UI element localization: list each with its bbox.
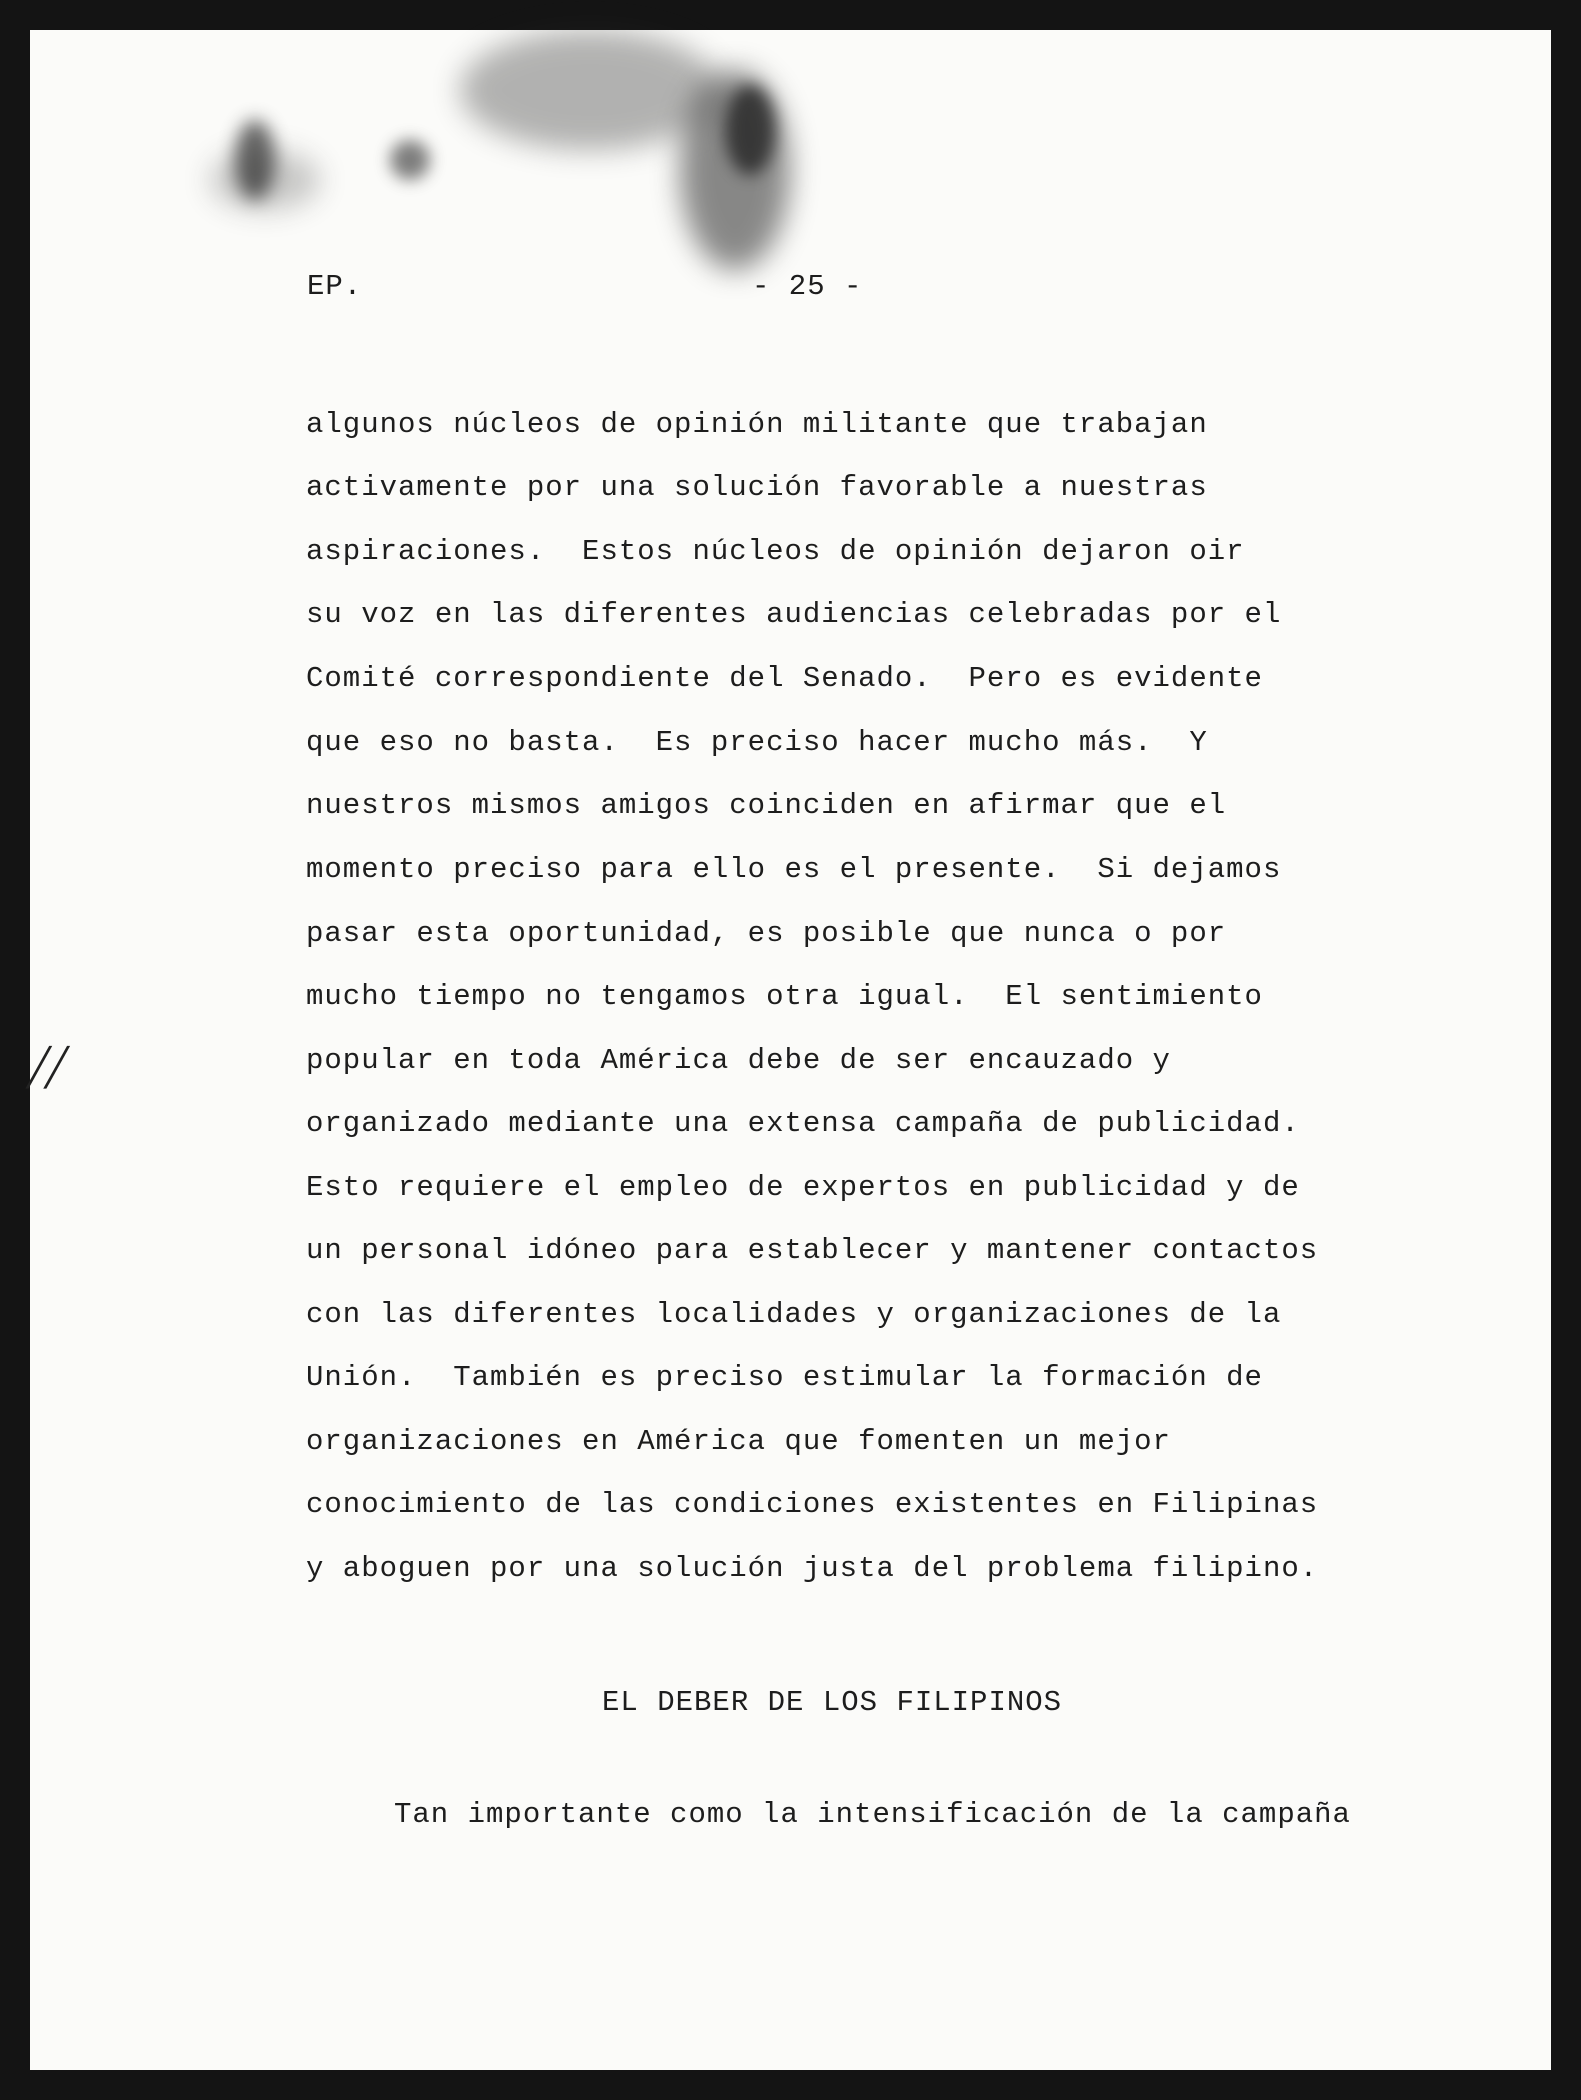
body-line: su voz en las diferentes audiencias celebradas por el — [306, 598, 1282, 631]
margin-mark: // — [22, 1031, 74, 1102]
page-number: - 25 - — [752, 270, 863, 303]
body-line: organizaciones en América que fomenten un mejor — [306, 1425, 1171, 1458]
body-line: aspiraciones. Estos núcleos de opinión dejaron oir — [306, 535, 1245, 568]
body-line: Esto requiere el empleo de expertos en publicidad y de — [306, 1171, 1300, 1204]
body-line: organizado mediante una extensa campaña de publicidad. — [306, 1107, 1300, 1140]
body-line: conocimiento de las condiciones existentes en Filipinas — [306, 1488, 1319, 1521]
body-line: algunos núcleos de opinión militante que trabajan — [306, 408, 1208, 441]
header-code: EP. — [307, 270, 363, 303]
body-line: que eso no basta. Es preciso hacer mucho más. Y — [306, 726, 1208, 759]
body-line: activamente por una solución favorable a nuestras — [306, 471, 1208, 504]
body-line: y aboguen por una solución justa del problema filipino. — [306, 1552, 1319, 1585]
body-line: Unión. También es preciso estimular la formación de — [306, 1361, 1263, 1394]
section-title: EL DEBER DE LOS FILIPINOS — [602, 1686, 1063, 1719]
body-line: un personal idóneo para establecer y mantener contactos — [306, 1234, 1319, 1267]
document-page — [22, 30, 1551, 2070]
ink-stain — [390, 140, 430, 180]
ink-stain — [210, 150, 320, 210]
ink-stain — [460, 30, 720, 150]
body-line: mucho tiempo no tengamos otra igual. El sentimiento — [306, 980, 1263, 1013]
body-line: con las diferentes localidades y organizaciones de la — [306, 1298, 1282, 1331]
body-line: pasar esta oportunidad, es posible que nunca o por — [306, 917, 1227, 950]
body-line: nuestros mismos amigos coinciden en afirmar que el — [306, 789, 1227, 822]
paragraph-start: Tan importante como la intensificación de la campaña — [394, 1798, 1351, 1831]
ink-stain — [725, 85, 775, 175]
body-line: Comité correspondiente del Senado. Pero es evidente — [306, 662, 1263, 695]
body-line: momento preciso para ello es el presente. Si dejamos — [306, 853, 1282, 886]
body-line: popular en toda América debe de ser encauzado y — [306, 1044, 1171, 1077]
